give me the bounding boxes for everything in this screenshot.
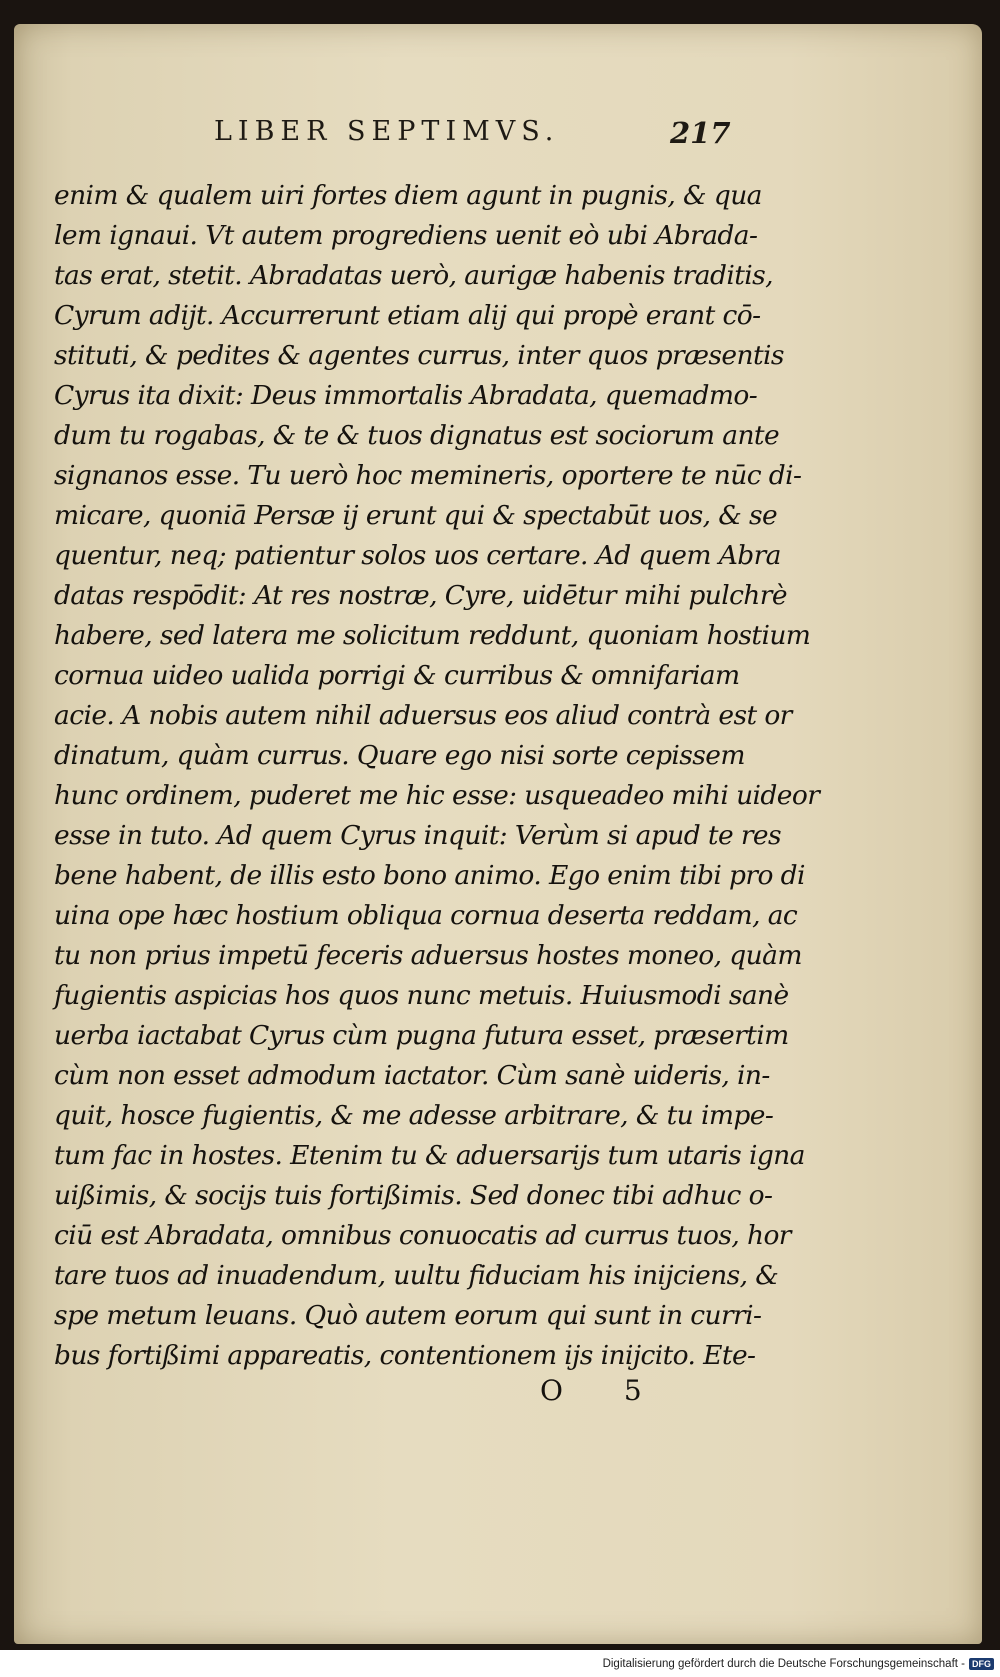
text-line: habere, sed latera me solicitum reddunt, quoniam hostium [54, 620, 811, 651]
book-page [14, 24, 982, 1644]
text-line: uerba iactabat Cyrus cùm pugna futura esset, præsertim [54, 1020, 789, 1051]
body-text [54, 176, 820, 1376]
text-line: stituti, & pedites & agentes currus, inter quos præsentis [54, 340, 784, 371]
text-line: uina ope hæc hostium obliqua cornua deserta reddam, ac [54, 900, 798, 931]
text-line: tum fac in hostes. Etenim tu & aduersarijs tum utaris igna [54, 1140, 805, 1171]
attribution-text: Digitalisierung gefördert durch die Deutsche Forschungsgemeinschaft - [602, 1658, 965, 1670]
footer-attribution [603, 1654, 994, 1674]
text-line: quentur, neq; patientur solos uos certare. Ad quem Abra [54, 540, 781, 571]
text-line: enim & qualem uiri fortes diem agunt in pugnis, & qua [54, 180, 762, 211]
text-line: hunc ordinem, puderet me hic esse: usqueadeo mihi uideor [54, 780, 820, 811]
text-line: signanos esse. Tu uerò hoc memineris, oportere te nūc di- [54, 460, 802, 491]
text-line: esse in tuto. Ad quem Cyrus inquit: Verùm si apud te res [54, 820, 781, 851]
text-line: bene habent, de illis esto bono animo. Ego enim tibi pro di [54, 860, 805, 891]
text-line: datas respōdit: At res nostræ, Cyre, uidētur mihi pulchrè [54, 580, 787, 611]
dfg-logo-badge: DFG [969, 1658, 994, 1670]
text-line: quit, hosce fugientis, & me adesse arbitrare, & tu impe- [54, 1100, 774, 1131]
text-line: uißimis, & socijs tuis fortißimis. Sed donec tibi adhuc o- [54, 1180, 773, 1211]
text-line: tas erat, stetit. Abradatas uerò, aurigæ habenis traditis, [54, 260, 773, 291]
text-line: micare, quoniā Persæ ij erunt qui & spectabūt uos, & se [54, 500, 778, 531]
text-line: dinatum, quàm currus. Quare ego nisi sorte cepissem [54, 740, 745, 771]
text-line: bus fortißimi appareatis, contentionem ijs inijcito. Ete- [54, 1340, 756, 1371]
page-header [14, 116, 982, 156]
text-line: cornua uideo ualida porrigi & curribus & omnifariam [54, 660, 740, 691]
text-line: fugientis aspicias hos quos nunc metuis. Huiusmodi sanè [54, 980, 789, 1011]
text-line: lem ignaui. Vt autem progrediens uenit eò ubi Abrada- [54, 220, 758, 251]
text-line: tare tuos ad inuadendum, uultu fiduciam his inijciens, & [54, 1260, 779, 1291]
running-title: LIBER SEPTIMVS. [214, 116, 560, 147]
text-line: acie. A nobis autem nihil aduersus eos aliud contrà est or [54, 700, 792, 731]
text-line: dum tu rogabas, & te & tuos dignatus est sociorum ante [54, 420, 780, 451]
text-line: ciū est Abradata, omnibus conuocatis ad currus tuos, hor [54, 1220, 791, 1251]
text-line: Cyrus ita dixit: Deus immortalis Abradata, quemadmo- [54, 380, 758, 411]
text-line: cùm non esset admodum iactator. Cùm sanè uideris, in- [54, 1060, 770, 1091]
text-line: Cyrum adijt. Accurrerunt etiam alij qui propè erant cō- [54, 300, 761, 331]
text-line: tu non prius impetū feceris aduersus hostes moneo, quàm [54, 940, 802, 971]
signature-mark: O 5 [540, 1374, 668, 1407]
page-number: 217 [670, 116, 731, 150]
text-line: spe metum leuans. Quò autem eorum qui sunt in curri- [54, 1300, 762, 1331]
